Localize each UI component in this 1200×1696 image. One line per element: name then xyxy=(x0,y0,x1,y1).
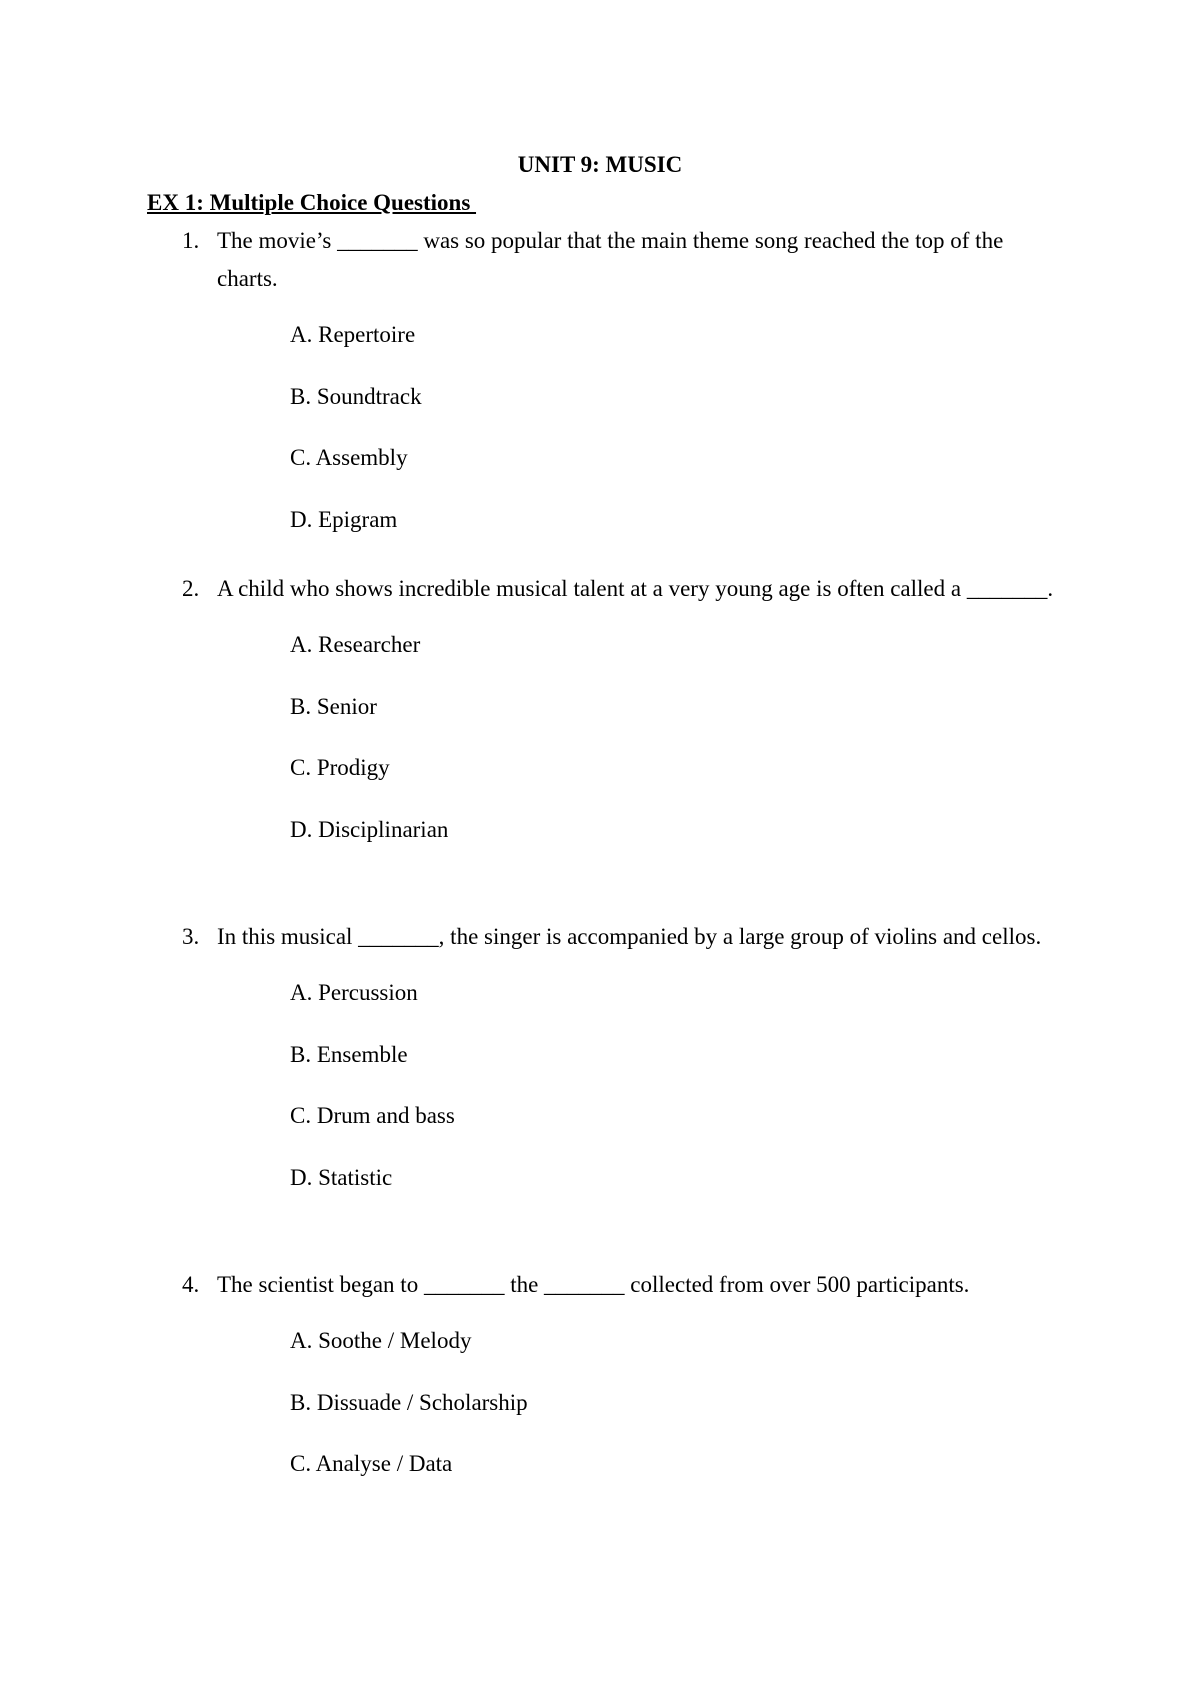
question-number: 2. xyxy=(182,576,200,601)
option-a: A. Repertoire xyxy=(290,322,416,347)
question-2 xyxy=(147,570,1067,872)
option-b: B. Ensemble xyxy=(290,1041,408,1067)
question-number: 4. xyxy=(182,1272,200,1297)
option-b: B. Soundtrack xyxy=(290,383,422,409)
options-list xyxy=(290,316,1067,562)
options-list xyxy=(290,626,1067,872)
option-c: C. Assembly xyxy=(290,445,408,470)
question-text: A child who shows incredible musical talent at a very young age is often called a _______. xyxy=(217,576,1054,601)
question-text: The movie’s _______ was so popular that the main theme song reached the top of the charts. xyxy=(217,228,1004,291)
question-4 xyxy=(147,1266,1067,1507)
option-c: C. Prodigy xyxy=(290,755,390,780)
question-text: The scientist began to _______ the _______ collected from over 500 participants. xyxy=(217,1272,970,1297)
option-d: D. Statistic xyxy=(290,1164,393,1190)
options-list xyxy=(290,1322,1067,1507)
option-a: A. Percussion xyxy=(290,980,418,1005)
option-d: D. Disciplinarian xyxy=(290,816,449,842)
option-d: D. Epigram xyxy=(290,506,398,532)
exercise-heading: EX 1: Multiple Choice Questions xyxy=(147,190,477,215)
question-1 xyxy=(147,222,1067,562)
unit-title: UNIT 9: MUSIC xyxy=(517,152,683,177)
question-3 xyxy=(147,918,1067,1220)
question-text: In this musical _______, the singer is accompanied by a large group of violins and cellos. xyxy=(217,924,1042,949)
options-list xyxy=(290,974,1067,1220)
option-b: B. Dissuade / Scholarship xyxy=(290,1389,528,1415)
option-a: A. Researcher xyxy=(290,632,421,657)
question-number: 1. xyxy=(182,228,200,253)
option-b: B. Senior xyxy=(290,693,377,719)
question-number: 3. xyxy=(182,924,200,949)
option-a: A. Soothe / Melody xyxy=(290,1328,472,1353)
option-c: C. Drum and bass xyxy=(290,1103,455,1128)
option-c: C. Analyse / Data xyxy=(290,1451,453,1476)
